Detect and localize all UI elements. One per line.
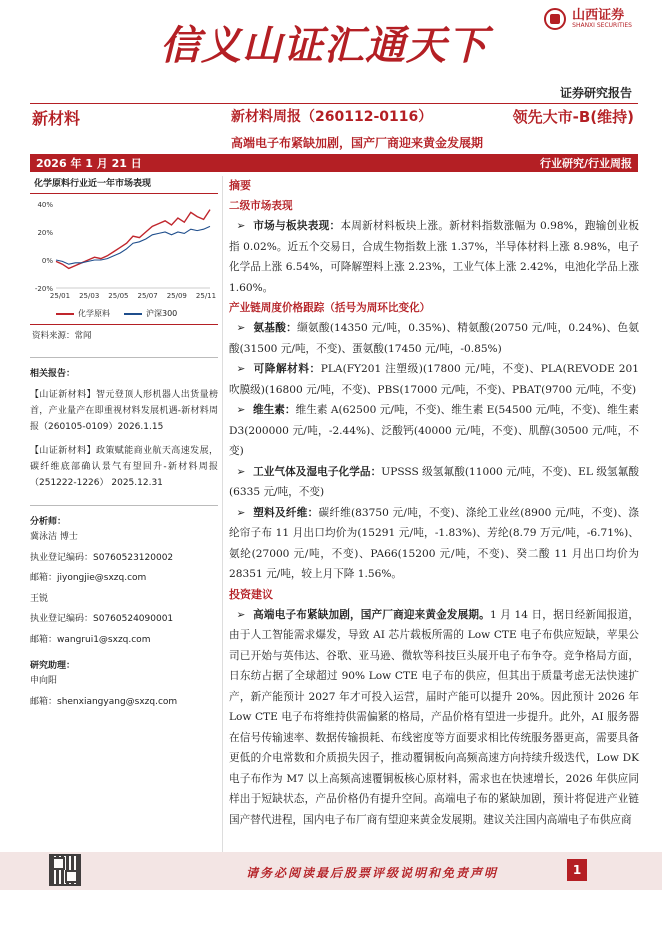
market-paragraph: ➢ 市场与板块表现：本周新材料板块上涨。新材料指数涨幅为 0.98%，跑输创业板指 0.02%。近五个交易日，合成生物指数上涨 1.37%，半导体材料上涨 8.98%，电子化学品上涨 6.54%，可降解塑料上涨 2.23%，工业气体上涨 2.42%，电池化学品上涨 1.60%。 xyxy=(229,216,639,298)
legend-item-hs300: 沪深300 xyxy=(124,308,177,319)
x-tick-label: 25/03 xyxy=(79,292,100,300)
price-title: 产业链周度价格跟踪（括号为周环比变化） xyxy=(229,302,431,314)
bullet-arrow-icon: ➢ xyxy=(236,608,246,621)
sidebar xyxy=(30,176,218,712)
y-tick-label: 20% xyxy=(37,229,53,237)
price-paragraph: ➢ 可降解材料：PLA(FY201 注塑级)(17800 元/吨，不变)、PLA(REVODE 201 吹膜级)(16800 元/吨，不变)、PBS(17000 元/吨，不变)、PBAT(9700 元/吨，不变) xyxy=(229,359,639,400)
market-chart xyxy=(30,193,218,325)
assistant-email[interactable]: 邮箱：shenxiangyang@sxzq.com xyxy=(30,696,178,707)
chart-svg xyxy=(30,194,218,304)
logo-icon xyxy=(544,8,566,30)
analyst-line: 执业登记编码：S0760524090001 xyxy=(30,614,174,624)
qr-code-icon[interactable] xyxy=(49,854,81,886)
x-tick-label: 25/01 xyxy=(49,292,71,300)
page-number: 1 xyxy=(567,859,587,881)
series-line xyxy=(56,226,210,264)
price-paragraph: ➢ 氨基酸：缬氨酸(14350 元/吨，0.35%)、精氨酸(20750 元/吨，0.24%)、色氨酸(31500 元/吨，不变)、蛋氨酸(17450 元/吨，-0.85%) xyxy=(229,318,639,359)
analyst-email[interactable]: 邮箱：wangrui1@sxzq.com xyxy=(30,634,151,645)
x-tick-label: 25/07 xyxy=(137,292,158,300)
analyst-line: 王锐 xyxy=(30,593,49,604)
summary-title: 摘要 xyxy=(229,179,251,192)
analyst-line: 执业登记编码：S0760523120002 xyxy=(30,552,174,563)
y-tick-label: 40% xyxy=(37,201,53,209)
price-paragraph: ➢ 工业气体及湿电子化学品：UPSSS 级氢氟酸(11000 元/吨，不变)、EL 级氢氟酸(6335 元/吨，不变) xyxy=(229,462,639,503)
date-bar xyxy=(30,154,638,172)
invest-title: 投资建议 xyxy=(229,587,273,601)
related-report[interactable]: 【山证新材料】智元登顶人形机器人出货量榜首，产业量产在即重视材料发展机遇-新材料周报（260105-0109）2026.1.15 xyxy=(30,390,218,432)
main-content xyxy=(229,176,639,830)
chart-legend xyxy=(56,308,177,319)
market-title: 二级市场表现 xyxy=(229,200,293,212)
report-category: 行业研究/行业周报 xyxy=(539,157,632,170)
slogan: 信义山证汇通天下 xyxy=(160,23,488,69)
x-tick-label: 25/05 xyxy=(108,292,129,300)
bullet-arrow-icon: ➢ xyxy=(236,404,246,416)
price-paragraph: ➢ 塑料及纤维：碳纤维(83750 元/吨，不变)、涤纶工业丝(8900 元/吨，不变)、涤纶帘子布 11 月出口均价为(15291 元/吨，-1.83%)、芳纶(8.79 万元/吨，-6.71%)、氨纶(27000 元/吨，不变)、PA66(15200 元/吨，不变)、癸二酸 11 月出口均价为 28351 元/吨，较上月下降 1.56%。 xyxy=(229,503,639,585)
divider xyxy=(30,357,218,358)
bullet-arrow-icon: ➢ xyxy=(236,465,246,478)
related-title: 相关报告： xyxy=(30,369,76,379)
report-date: 2026 年 1 月 21 日 xyxy=(36,157,142,170)
header-banner xyxy=(0,0,662,100)
company-logo xyxy=(544,8,632,30)
chart-source: 资料来源：常闻 xyxy=(32,331,92,341)
top-rule xyxy=(30,103,638,104)
analyst-line: 冀泳洁 博士 xyxy=(30,532,78,542)
divider xyxy=(30,505,218,506)
series-line xyxy=(56,210,210,269)
bullet-arrow-icon: ➢ xyxy=(236,363,246,375)
assistant-line: 申向阳 xyxy=(30,676,58,686)
report-title: 新材料周报（260112-0116） xyxy=(231,109,433,125)
bullet-arrow-icon: ➢ xyxy=(236,322,246,334)
bullet-arrow-icon: ➢ xyxy=(236,506,246,519)
rating: 领先大市-B(维持) xyxy=(512,108,634,126)
analyst-email[interactable]: 邮箱：jiyongjie@sxzq.com xyxy=(30,573,147,583)
invest-paragraph: ➢ 高端电子布紧缺加剧，国产厂商迎来黄金发展期。1 月 14 日，据日经新闻报道，由于人工智能需求爆发，导致 AI 芯片载板所需的 Low CTE 电子布供应短缺，苹果公司已开始与英伟达、谷歌、亚马逊、微软等科技巨头展开电子布争夺。竞争格局方面，日东纺占据了全球超过 90% Low CTE 电子布的供应，但其出于质量考虑无法快速扩产，新产能预计 2027 年才可投入运营，届时产能可以提升 20%。因此预计 2026 年 Low CTE 电子布将维持供需偏紧的格局，产品价格有望进一步提升。此外，AI 服务器在信号传输速率、数据传输损耗、布线密度等方面要求相比传统服务器更高，需要具备更低的介电常数和介质损失因子，推动覆铜板向高频高速方向持续升级迭代，Low DK 电子布作为 M7 以上高频高速覆铜板核心原材料，需求也在快速增长，2026 年供应同样出于短缺状态，产品价格仍有提升空间。高端电子布的紧缺加剧，预计将促进产业链国产替代进程，国内电子布厂商有望迎来黄金发展期。建议关注国内高端电子布供应商 xyxy=(229,605,639,831)
related-report[interactable]: 【山证新材料】政策赋能商业航天高速发展，碳纤维底部确认景气有望回升-新材料周报（251222-1226） 2025.12.31 xyxy=(30,446,218,488)
assistant-title: 研究助理： xyxy=(30,661,76,671)
x-tick-label: 25/09 xyxy=(166,292,187,300)
report-subtitle: 高端电子布紧缺加剧，国产厂商迎来黄金发展期 xyxy=(231,136,484,150)
column-divider xyxy=(222,176,223,856)
report-type: 证券研究报告 xyxy=(559,86,632,100)
analysts-title: 分析师： xyxy=(30,517,67,527)
bullet-arrow-icon: ➢ xyxy=(236,220,246,232)
y-tick-label: -20% xyxy=(34,285,53,293)
price-paragraph: ➢ 维生素：维生素 A(62500 元/吨，不变)、维生素 E(54500 元/吨，不变)、维生素 D3(200000 元/吨，-2.44%)、泛酸钙(40000 元/吨，不变)、肌醇(30500 元/吨，不变) xyxy=(229,400,639,462)
sector-label: 新材料 xyxy=(32,109,81,128)
logo-en: SHANXI SECURITIES xyxy=(572,22,632,29)
disclaimer[interactable]: 请务必阅读最后股票评级说明和免责声明 xyxy=(246,866,499,880)
logo-name: 山西证券 xyxy=(572,8,625,23)
x-tick-label: 25/11 xyxy=(195,292,217,300)
legend-item-chem: 化学原料 xyxy=(56,308,110,319)
chart-title: 化学原料行业近一年市场表现 xyxy=(34,179,152,189)
y-tick-label: 0% xyxy=(41,257,53,265)
